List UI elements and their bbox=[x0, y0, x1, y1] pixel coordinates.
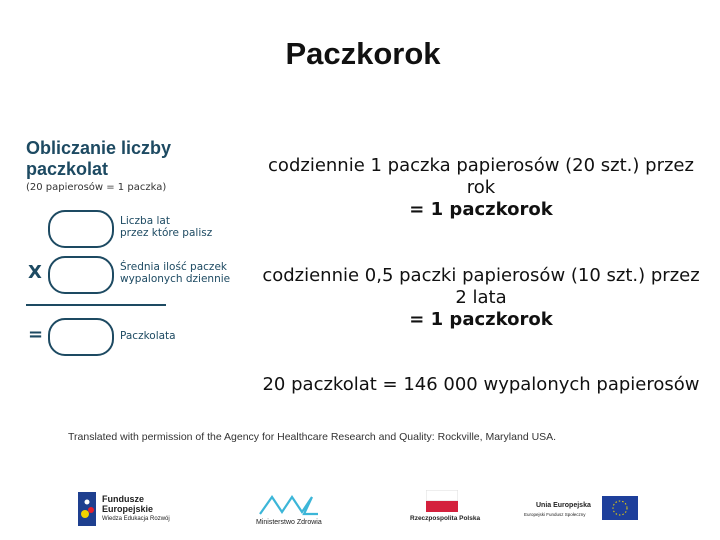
pack-years-calculator-graphic bbox=[22, 132, 248, 367]
statement-text: codziennie 0,5 paczki papierosów (10 szt.) przez bbox=[262, 265, 700, 286]
credit-note: Translated with permission of the Agency for Healthcare Research and Quality: Rockville, Maryland USA. bbox=[68, 431, 557, 443]
ministerstwo-zdrowia-logo bbox=[252, 494, 332, 528]
multiply-operator: X bbox=[28, 262, 42, 283]
equals-operator: = bbox=[28, 324, 44, 345]
label-line: wypalonych dziennie bbox=[120, 273, 231, 285]
mz-mark-icon bbox=[258, 494, 322, 516]
fundusze-europejskie-logo bbox=[78, 492, 208, 526]
statement-result: = 1 paczkorok bbox=[409, 199, 553, 220]
statement-2 bbox=[240, 265, 720, 331]
slide-title: Paczkorok bbox=[285, 36, 441, 71]
logo-text: Unia Europejska bbox=[536, 502, 591, 509]
logo-text: Fundusze bbox=[102, 494, 144, 504]
label-line: Średnia ilość paczek bbox=[120, 261, 227, 273]
unia-europejska-logo bbox=[520, 496, 640, 524]
fe-flag-icon bbox=[78, 492, 96, 526]
statement-text: rok bbox=[466, 177, 496, 198]
statement-1 bbox=[240, 155, 720, 221]
pack-years-box bbox=[48, 318, 114, 356]
summary: 20 paczkolat = 146 000 wypalonych papierosów bbox=[262, 374, 700, 395]
logo-text: Ministerstwo Zdrowia bbox=[256, 519, 322, 526]
statement-result: = 1 paczkorok bbox=[409, 309, 553, 330]
packs-per-day-box bbox=[48, 256, 114, 294]
logo-text: Europejski Fundusz Społeczny bbox=[524, 512, 586, 517]
calculator-heading bbox=[26, 138, 171, 180]
logo-text: Europejskie bbox=[102, 504, 154, 514]
divider bbox=[26, 304, 166, 306]
polish-flag-icon bbox=[426, 490, 458, 512]
heading-line: paczkolat bbox=[26, 159, 109, 179]
eu-flag-icon bbox=[602, 496, 638, 520]
logo-text: Wiedza Edukacja Rozwój bbox=[102, 516, 170, 522]
label-line: przez które palisz bbox=[120, 227, 213, 239]
rzeczpospolita-polska-logo bbox=[404, 490, 494, 526]
heading-line: Obliczanie liczby bbox=[26, 138, 172, 158]
pack-years-label: Paczkolata bbox=[120, 330, 176, 342]
years-label bbox=[120, 215, 212, 239]
statement-text: 2 lata bbox=[455, 287, 507, 308]
label-line: Liczba lat bbox=[120, 215, 170, 227]
calculator-subheading: (20 papierosów = 1 paczka) bbox=[26, 182, 167, 193]
packs-per-day-label bbox=[120, 261, 230, 285]
statement-text: codziennie 1 paczka papierosów (20 szt.) przez bbox=[268, 155, 694, 176]
years-box bbox=[48, 210, 114, 248]
logo-text: Rzeczpospolita Polska bbox=[410, 515, 481, 522]
